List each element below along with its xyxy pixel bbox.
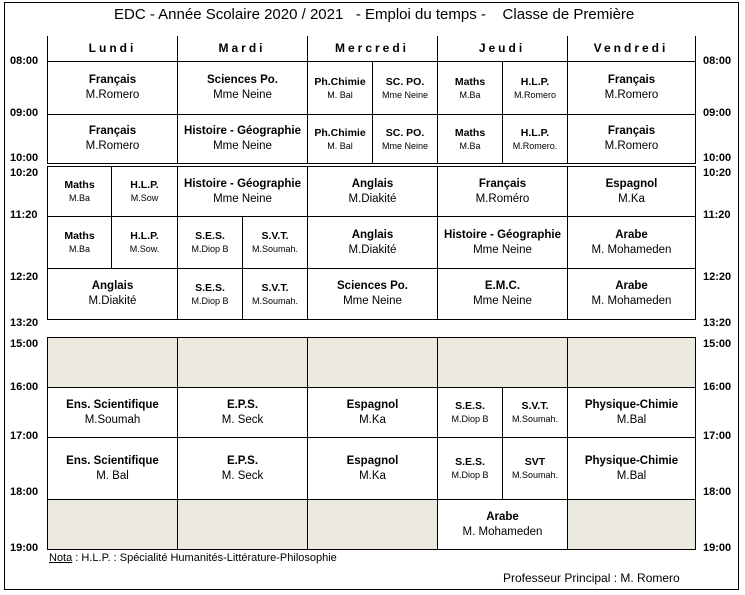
lesson-subject: E.P.S. [226, 398, 259, 411]
time-label: 19:00 [703, 542, 732, 554]
lesson-cell[interactable] [307, 268, 438, 320]
lesson-subject: S.V.T. [261, 281, 289, 294]
lesson-subject: Français [88, 125, 137, 137]
lesson-cell[interactable] [567, 166, 696, 217]
lesson-cell[interactable] [502, 61, 568, 115]
time-label: 08:00 [703, 55, 732, 67]
lesson-cell[interactable] [177, 268, 243, 320]
lesson-subject: Espagnol [346, 398, 399, 411]
empty-slot [47, 499, 178, 550]
lesson-subject: Ph.Chimie [314, 75, 366, 88]
lesson-cell[interactable] [177, 216, 243, 269]
empty-slot [567, 499, 696, 550]
lesson-cell[interactable] [567, 387, 696, 438]
lesson-teacher: M.Diakité [88, 295, 137, 307]
lesson-teacher: M.Diop B [191, 295, 229, 306]
lesson-teacher: M.Romero. [512, 140, 558, 151]
lesson-cell[interactable] [502, 437, 568, 500]
lesson-subject: Histoire - Géographie [444, 228, 561, 241]
lesson-subject: Français [88, 74, 137, 86]
lesson-subject: Maths [64, 230, 95, 242]
lesson-teacher: M.Diakité [348, 192, 397, 205]
lesson-cell[interactable] [307, 61, 373, 115]
lesson-subject: SC. PO. [385, 126, 425, 139]
lesson-subject: Français [478, 177, 527, 190]
time-label: 18:00 [10, 486, 39, 498]
grid-line [47, 36, 48, 62]
lesson-subject: SVT [524, 456, 546, 468]
time-label: 16:00 [10, 381, 39, 393]
lesson-teacher: M.Diop B [191, 244, 229, 254]
lesson-cell[interactable] [307, 216, 438, 269]
lesson-teacher: M.Romero [513, 89, 556, 100]
lesson-subject: Histoire - Géographie [184, 125, 301, 137]
time-label: 10:20 [10, 167, 39, 179]
day-header-jeudi: Jeudi [478, 41, 526, 55]
lesson-teacher: M.Romero [85, 89, 140, 101]
lesson-teacher: M.Sow [130, 193, 159, 203]
lesson-teacher: M. Seck [221, 469, 264, 482]
lesson-subject: S.V.T. [261, 230, 289, 242]
lesson-subject: Ph.Chimie [314, 126, 366, 139]
time-label: 11:20 [703, 209, 731, 221]
principal-teacher: Professeur Principal : M. Romero [503, 571, 680, 585]
empty-slot [177, 337, 308, 388]
lesson-cell[interactable] [437, 437, 503, 500]
lesson-subject: Espagnol [346, 454, 399, 467]
lesson-subject: Sciences Po. [337, 280, 408, 292]
lesson-subject: Français [607, 74, 656, 86]
page-title: EDC - Année Scolaire 2020 / 2021 - Emploi du temps - Classe de Première [114, 6, 635, 23]
lesson-cell[interactable] [47, 61, 178, 115]
lesson-teacher: Mme Neine [213, 140, 272, 152]
lesson-teacher: Mme Neine [473, 295, 532, 307]
lesson-subject: Ens. Scientifique [66, 454, 159, 467]
time-label: 08:00 [10, 55, 39, 67]
time-label: 10:20 [703, 167, 732, 179]
lesson-cell[interactable] [47, 437, 178, 500]
lesson-cell[interactable] [567, 61, 696, 115]
lesson-subject: S.E.S. [455, 400, 485, 412]
lesson-teacher: M.Diop B [451, 414, 489, 424]
lesson-teacher: M.Soumah [84, 413, 141, 426]
lesson-cell[interactable] [177, 437, 308, 500]
lesson-subject: E.P.S. [226, 454, 259, 467]
lesson-subject: Anglais [91, 280, 134, 292]
lesson-subject: Espagnol [605, 177, 658, 190]
lesson-cell[interactable] [177, 114, 308, 164]
lesson-teacher: Mme Neine [381, 89, 428, 100]
lesson-cell[interactable] [242, 216, 308, 269]
lesson-teacher: M.Sow. [129, 244, 160, 254]
lesson-subject: Anglais [351, 228, 394, 241]
lesson-teacher: M.Ba [68, 193, 90, 203]
lesson-subject: Français [607, 125, 656, 137]
empty-slot [437, 337, 568, 388]
empty-slot [177, 499, 308, 550]
lesson-subject: Sciences Po. [207, 74, 278, 86]
lesson-cell[interactable] [567, 114, 696, 164]
lesson-teacher: M.Ba [459, 140, 481, 151]
lesson-subject: Physique-Chimie [584, 398, 679, 411]
lesson-cell[interactable] [502, 114, 568, 164]
lesson-cell[interactable] [47, 387, 178, 438]
lesson-teacher: M.Soumah. [511, 470, 559, 480]
time-label: 12:20 [10, 271, 39, 283]
time-label: 12:20 [703, 271, 732, 283]
lesson-subject: E.M.C. [484, 280, 521, 292]
lesson-teacher: M.Bal [616, 469, 647, 482]
lesson-cell[interactable] [502, 387, 568, 438]
time-label: 19:00 [10, 542, 39, 554]
lesson-teacher: Mme Neine [213, 192, 272, 205]
lesson-subject: S.E.S. [455, 456, 485, 468]
time-label: 09:00 [703, 107, 732, 119]
grid-line [177, 36, 178, 62]
lesson-cell[interactable] [567, 437, 696, 500]
lesson-subject: S.E.S. [195, 230, 225, 242]
lesson-cell[interactable] [47, 268, 178, 320]
lesson-cell[interactable] [567, 268, 696, 320]
lesson-teacher: M.Diakité [348, 243, 397, 256]
lesson-cell[interactable] [242, 268, 308, 320]
lesson-subject: S.E.S. [195, 281, 225, 294]
lesson-subject: Maths [454, 75, 486, 88]
lesson-teacher: M.Romero [85, 140, 140, 152]
lesson-teacher: M. Bal [327, 140, 353, 151]
lesson-cell[interactable] [307, 437, 438, 500]
lesson-teacher: M. Mohameden [591, 295, 672, 307]
lesson-teacher: M. Mohameden [462, 525, 543, 538]
lesson-cell[interactable] [47, 114, 178, 164]
lesson-teacher: M. Seck [221, 413, 264, 426]
lesson-subject: H.L.P. [130, 179, 159, 191]
day-header-mardi: Mardi [218, 41, 266, 55]
lesson-teacher: Mme Neine [343, 295, 402, 307]
time-label: 15:00 [703, 338, 732, 350]
empty-slot [567, 337, 696, 388]
lesson-cell[interactable] [567, 216, 696, 269]
lesson-cell[interactable] [437, 114, 503, 164]
lesson-teacher: M.Diop B [451, 470, 489, 480]
lesson-teacher: M.Bal [616, 413, 647, 426]
lesson-subject: Physique-Chimie [584, 454, 679, 467]
lesson-teacher: M.Romero [604, 89, 659, 101]
time-label: 15:00 [10, 338, 39, 350]
lesson-subject: S.V.T. [521, 400, 549, 412]
lesson-subject: Arabe [615, 228, 648, 241]
lesson-cell[interactable] [307, 387, 438, 438]
lesson-subject: Arabe [486, 510, 519, 523]
lesson-cell[interactable] [437, 61, 503, 115]
grid-line [307, 36, 308, 62]
nota-footnote [49, 552, 337, 564]
lesson-teacher: M.Soumah. [251, 295, 299, 306]
lesson-cell[interactable] [177, 61, 308, 115]
lesson-cell[interactable] [437, 216, 568, 269]
lesson-cell[interactable] [437, 499, 568, 550]
empty-slot [307, 499, 438, 550]
day-header-mercredi: Mercredi [334, 41, 410, 55]
lesson-subject: H.L.P. [130, 230, 159, 242]
lesson-teacher: M.Soumah. [511, 414, 559, 424]
time-label: 13:20 [703, 317, 732, 329]
lesson-cell[interactable] [307, 114, 373, 164]
time-label: 10:00 [10, 152, 39, 164]
lesson-cell[interactable] [307, 166, 438, 217]
time-label: 09:00 [10, 107, 39, 119]
lesson-cell[interactable] [111, 166, 178, 217]
lesson-subject: Maths [64, 179, 95, 191]
grid-line [695, 36, 696, 62]
lesson-cell[interactable] [177, 166, 308, 217]
time-label: 10:00 [703, 152, 732, 164]
lesson-teacher: M. Bal [327, 89, 353, 100]
lesson-teacher: Mme Neine [213, 89, 272, 101]
day-header-lundi: Lundi [88, 41, 137, 55]
lesson-subject: H.L.P. [520, 75, 550, 88]
lesson-subject: Maths [454, 126, 486, 139]
time-label: 18:00 [703, 486, 732, 498]
lesson-teacher: M.Ba [459, 89, 481, 100]
empty-slot [47, 337, 178, 388]
time-label: 17:00 [10, 430, 39, 442]
lesson-subject: H.L.P. [520, 126, 550, 139]
lesson-subject: Histoire - Géographie [184, 177, 301, 190]
lesson-cell[interactable] [437, 268, 568, 320]
lesson-cell[interactable] [372, 114, 438, 164]
day-header-vendredi: Vendredi [593, 41, 669, 55]
lesson-teacher: M.Ka [359, 413, 386, 426]
time-label: 13:20 [10, 317, 39, 329]
time-label: 17:00 [703, 430, 732, 442]
nota-text: : H.L.P. : Spécialité Humanités-Littérature-Philosophie [72, 552, 337, 564]
lesson-cell[interactable] [372, 61, 438, 115]
lesson-cell[interactable] [437, 166, 568, 217]
lesson-cell[interactable] [47, 166, 112, 217]
lesson-subject: Anglais [351, 177, 394, 190]
time-label: 16:00 [703, 381, 732, 393]
lesson-subject: Arabe [615, 280, 648, 292]
lesson-teacher: M.Ka [618, 192, 645, 205]
lesson-cell[interactable] [177, 387, 308, 438]
lesson-teacher: M.Roméro [475, 192, 530, 205]
lesson-cell[interactable] [437, 387, 503, 438]
lesson-cell[interactable] [47, 216, 112, 269]
lesson-teacher: M.Ka [359, 469, 386, 482]
lesson-teacher: M.Romero [604, 140, 659, 152]
lesson-subject: SC. PO. [385, 75, 425, 88]
lesson-teacher: M. Mohameden [591, 243, 672, 256]
time-label: 11:20 [10, 209, 38, 221]
lesson-teacher: M. Bal [96, 469, 129, 482]
lesson-teacher: Mme Neine [381, 140, 428, 151]
nota-label: Nota [49, 552, 73, 564]
lesson-cell[interactable] [111, 216, 178, 269]
grid-line [567, 36, 568, 62]
lesson-teacher: M.Ba [68, 244, 90, 254]
empty-slot [307, 337, 438, 388]
lesson-teacher: Mme Neine [473, 243, 532, 256]
grid-line [437, 36, 438, 62]
lesson-teacher: M.Soumah. [251, 244, 299, 254]
lesson-subject: Ens. Scientifique [66, 398, 159, 411]
